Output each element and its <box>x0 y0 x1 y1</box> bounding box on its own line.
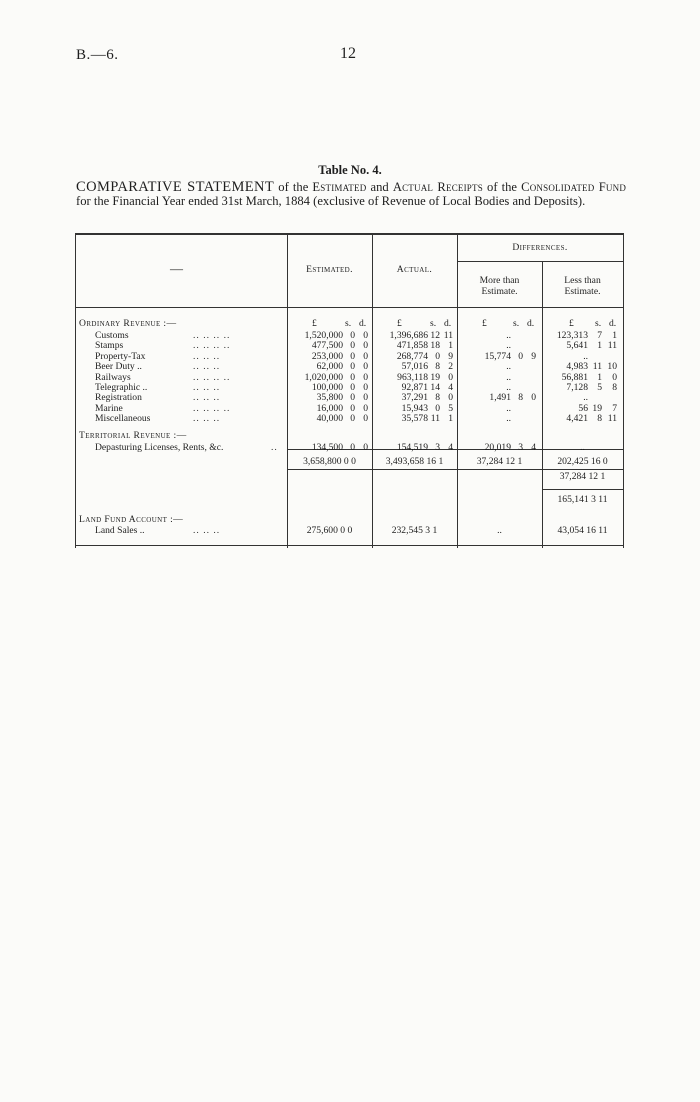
actual-pence: 9 <box>448 350 453 362</box>
less-pounds: .. <box>583 350 588 362</box>
actual-shillings: 8 <box>435 392 440 404</box>
less-pounds: 4,421 <box>566 413 588 425</box>
leader-dots: .. .. .. <box>193 392 221 404</box>
section-land-fund-account: Land Fund Account :— <box>79 514 184 525</box>
more-pounds: .. <box>506 402 511 414</box>
total-less-than-estimate: 202,425 16 0 <box>557 456 608 467</box>
estimated-shillings: 0 <box>350 371 355 383</box>
estimated-shillings: 0 <box>350 392 355 404</box>
estimated-pounds: 35,800 <box>316 392 343 404</box>
row-label: Telegraphic .. <box>95 382 148 393</box>
actual-pence: 4 <box>448 382 453 393</box>
unit-pound: £ <box>482 318 487 329</box>
row-label: Stamps <box>95 340 124 352</box>
estimated-shillings: 0 <box>350 361 355 373</box>
receipts-table <box>75 233 624 548</box>
intro-smallcaps: Estimated <box>312 180 367 194</box>
table-title: Table No. 4. <box>318 163 382 177</box>
estimated-pounds: 62,000 <box>316 361 343 373</box>
row-label: Customs <box>95 330 129 341</box>
estimated-pence: 0 <box>363 330 368 341</box>
page-code: B.—6. <box>76 47 119 63</box>
actual-pounds: 154,519 <box>396 442 428 453</box>
actual-pounds: 37,291 <box>401 392 428 404</box>
page-number: 12 <box>340 45 356 62</box>
less-pence: 1 <box>612 330 617 341</box>
estimated-pounds: 1,020,000 <box>304 371 343 383</box>
intro-caps: COMPARATIVE STATEMENT <box>76 179 275 195</box>
less-pence: 0 <box>612 371 617 383</box>
section-ordinary-revenue: Ordinary Revenue :— <box>79 318 177 329</box>
estimated-pounds: 253,000 <box>311 350 343 362</box>
intro-smallcaps: Consolidated Fund <box>521 180 627 194</box>
actual-pounds: 268,774 <box>396 350 428 362</box>
land-more-than-estimate: .. <box>497 525 502 536</box>
estimated-pence: 0 <box>363 413 368 425</box>
more-pounds: .. <box>506 330 511 341</box>
table-top-rule <box>75 234 624 235</box>
less-pounds: .. <box>583 392 588 404</box>
estimated-pence: 0 <box>363 361 368 373</box>
estimated-pounds: 100,000 <box>311 382 343 393</box>
unit-shillings: s. <box>595 318 602 329</box>
leader-dots: .. .. .. <box>193 361 221 373</box>
leader-dots: .. .. .. .. <box>193 330 231 341</box>
unit-pound: £ <box>397 318 402 329</box>
header-differences: Differences. <box>512 242 568 253</box>
actual-pence: 0 <box>448 392 453 404</box>
less-shillings: 19 <box>592 402 602 414</box>
row-label: Marine <box>95 402 123 414</box>
estimated-pence: 0 <box>363 382 368 393</box>
unit-pound: £ <box>569 318 574 329</box>
less-pence: 8 <box>612 382 617 393</box>
more-pounds: 20,019 <box>484 442 511 453</box>
estimated-pounds: 40,000 <box>316 413 343 425</box>
table-intro <box>76 181 626 208</box>
more-pounds: .. <box>506 371 511 383</box>
land-less-than-estimate: 43,054 16 11 <box>557 525 608 536</box>
unit-shillings: s. <box>430 318 437 329</box>
more-pounds: 1,491 <box>489 392 511 404</box>
less-shillings: 11 <box>592 361 602 373</box>
actual-shillings: 14 <box>430 382 440 393</box>
table-border <box>75 233 76 548</box>
intro-smallcaps: Actual Receipts <box>392 180 483 194</box>
actual-pounds: 963,118 <box>397 371 428 383</box>
header-less-than: Less than <box>564 275 601 286</box>
estimated-pence: 0 <box>363 442 368 453</box>
header-more-than-estimate: Estimate. <box>481 286 518 297</box>
differences-rule <box>457 261 624 262</box>
less-pounds: 4,983 <box>566 361 588 373</box>
less-shillings: 5 <box>597 382 602 393</box>
intro-text: of the <box>482 180 522 194</box>
estimated-shillings: 0 <box>350 350 355 362</box>
leader-dots: .. <box>271 442 278 453</box>
header-estimated: Estimated. <box>306 264 353 275</box>
more-pounds: .. <box>506 340 511 352</box>
land-actual: 232,545 3 1 <box>391 525 438 536</box>
table-bottom-rule <box>75 545 624 546</box>
row-label: Land Sales .. <box>95 525 145 536</box>
leader-dots: .. .. .. .. <box>193 371 231 383</box>
leader-dots: .. .. .. <box>193 525 221 536</box>
table-border <box>623 233 624 548</box>
estimated-shillings: 0 <box>350 330 355 341</box>
actual-shillings: 3 <box>435 442 440 453</box>
actual-pounds: 92,871 <box>401 382 428 393</box>
less-pounds: 5,641 <box>566 340 588 352</box>
actual-pence: 11 <box>443 330 453 341</box>
leader-dots: .. .. .. .. <box>193 402 231 414</box>
net-rule <box>542 489 624 490</box>
actual-pence: 4 <box>448 442 453 453</box>
actual-shillings: 11 <box>430 413 440 425</box>
more-pounds: .. <box>506 361 511 373</box>
estimated-shillings: 0 <box>350 340 355 352</box>
section-territorial-revenue: Territorial Revenue :— <box>79 430 187 441</box>
actual-pounds: 471,858 <box>396 340 428 352</box>
actual-pence: 1 <box>448 413 453 425</box>
actual-pounds: 57,016 <box>401 361 428 373</box>
intro-text: for the Financial Year ended 31st March, 1884 (exclusive of Revenue of Local Bodies and Deposits). <box>76 193 586 208</box>
total-estimated: 3,658,800 0 0 <box>303 456 356 467</box>
estimated-shillings: 0 <box>350 413 355 425</box>
less-pounds: 7,128 <box>566 382 588 393</box>
leader-dots: .. .. .. <box>193 382 221 393</box>
less-pence: 11 <box>607 413 617 425</box>
unit-pence: d. <box>527 318 535 329</box>
unit-shillings: s. <box>345 318 352 329</box>
estimated-pence: 0 <box>363 402 368 414</box>
land-estimated: 275,600 0 0 <box>306 525 353 536</box>
less-pounds: 56 <box>578 402 588 414</box>
estimated-pounds: 16,000 <box>316 402 343 414</box>
less-pounds: 56,881 <box>561 371 588 383</box>
more-pence: 9 <box>531 350 536 362</box>
estimated-shillings: 0 <box>350 402 355 414</box>
actual-shillings: 0 <box>435 350 440 362</box>
less-pounds: .. <box>580 442 585 453</box>
less-shillings: 1 <box>597 340 602 352</box>
unit-pence: d. <box>609 318 617 329</box>
header-dash: — <box>170 261 183 276</box>
actual-shillings: 18 <box>430 340 440 352</box>
actual-shillings: 19 <box>430 371 440 383</box>
estimated-pounds: 134,500 <box>311 442 343 453</box>
less-pounds: 123,313 <box>556 330 588 341</box>
estimated-pence: 0 <box>363 392 368 404</box>
actual-shillings: 12 <box>430 330 440 341</box>
total-actual: 3,493,658 16 1 <box>385 456 444 467</box>
unit-pence: d. <box>444 318 452 329</box>
row-label: Miscellaneous <box>95 413 151 425</box>
actual-pounds: 1,396,686 <box>389 330 428 341</box>
intro-text: and <box>366 180 393 194</box>
less-pence: 10 <box>607 361 617 373</box>
more-pounds: .. <box>506 382 511 393</box>
actual-pounds: 35,578 <box>401 413 428 425</box>
more-pence: 0 <box>531 392 536 404</box>
row-label: Registration <box>95 392 142 404</box>
net-less-than-estimate: 165,141 3 11 <box>557 494 608 505</box>
row-label: Property-Tax <box>95 350 146 362</box>
estimated-shillings: 0 <box>350 382 355 393</box>
more-shillings: 0 <box>518 350 523 362</box>
header-less-than-estimate: Estimate. <box>564 286 601 297</box>
more-pounds: 15,774 <box>484 350 511 362</box>
row-label: Beer Duty .. <box>95 361 142 373</box>
more-shillings: 8 <box>518 392 523 404</box>
more-shillings: 3 <box>518 442 523 453</box>
estimated-pence: 0 <box>363 340 368 352</box>
intro-text: of the <box>274 180 313 194</box>
deduct-more-than-estimate: 37,284 12 1 <box>559 471 606 482</box>
actual-shillings: 0 <box>435 402 440 414</box>
actual-pence: 2 <box>448 361 453 373</box>
actual-shillings: 8 <box>435 361 440 373</box>
header-more-than: More than <box>479 275 520 286</box>
total-rule <box>287 469 624 470</box>
actual-pence: 5 <box>448 402 453 414</box>
total-more-than-estimate: 37,284 12 1 <box>476 456 523 467</box>
less-shillings: 1 <box>597 371 602 383</box>
estimated-pounds: 477,500 <box>311 340 343 352</box>
leader-dots: .. .. .. <box>193 413 221 425</box>
less-shillings: 8 <box>597 413 602 425</box>
row-label: Railways <box>95 371 131 383</box>
actual-pence: 0 <box>448 371 453 383</box>
unit-pound: £ <box>312 318 317 329</box>
estimated-pence: 0 <box>363 371 368 383</box>
header-actual: Actual. <box>396 264 433 275</box>
unit-shillings: s. <box>513 318 520 329</box>
leader-dots: .. .. .. <box>193 350 221 362</box>
less-pence: 7 <box>612 402 617 414</box>
less-pence: 11 <box>607 340 617 352</box>
estimated-pence: 0 <box>363 350 368 362</box>
actual-pounds: 15,943 <box>401 402 428 414</box>
more-pence: 4 <box>531 442 536 453</box>
less-shillings: 7 <box>597 330 602 341</box>
actual-pence: 1 <box>448 340 453 352</box>
estimated-shillings: 0 <box>350 442 355 453</box>
estimated-pounds: 1,520,000 <box>304 330 343 341</box>
more-pounds: .. <box>506 413 511 425</box>
header-rule <box>75 307 624 308</box>
unit-pence: d. <box>359 318 367 329</box>
leader-dots: .. .. .. .. <box>193 340 231 352</box>
row-label: Depasturing Licenses, Rents, &c. <box>95 442 224 453</box>
